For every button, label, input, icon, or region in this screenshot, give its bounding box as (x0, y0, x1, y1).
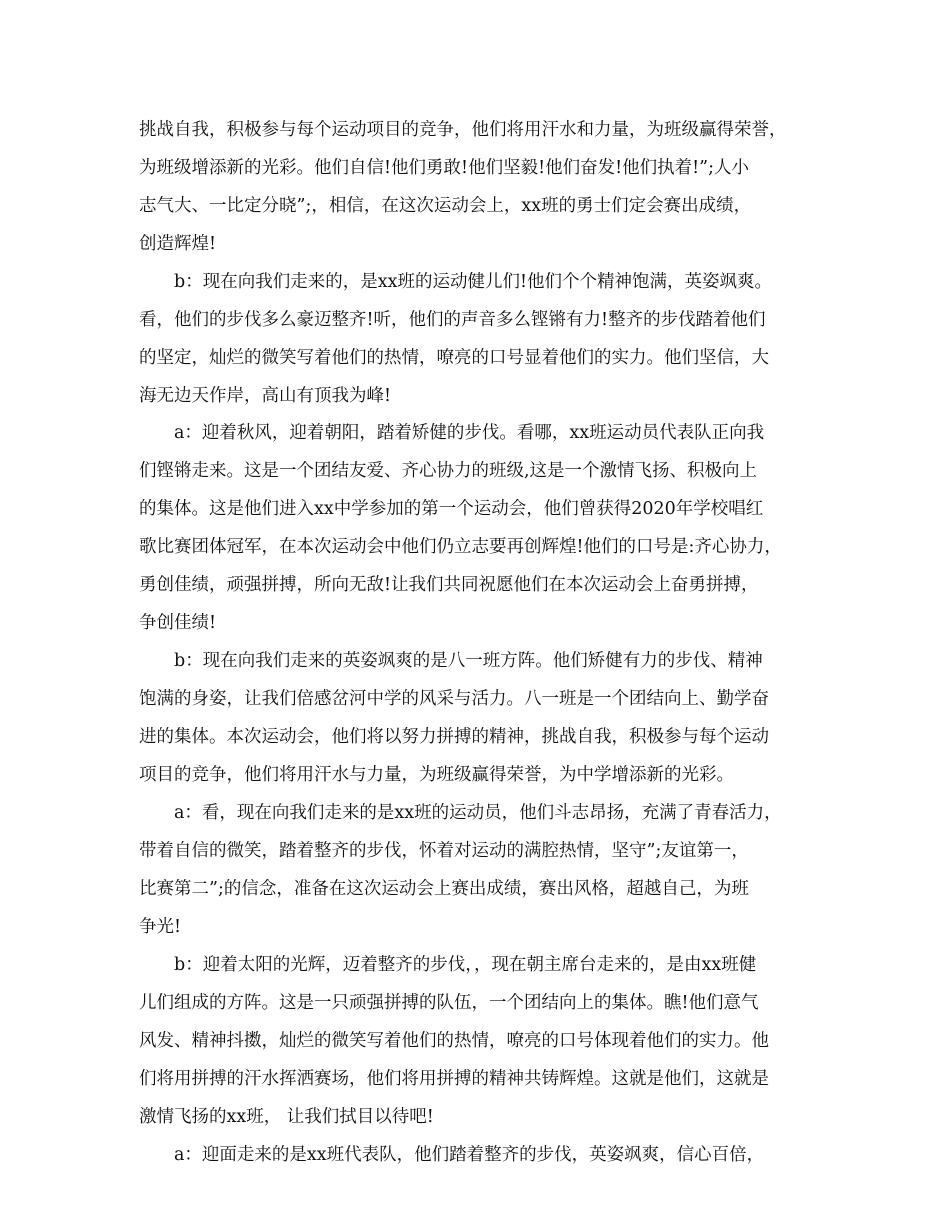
text-line: 们将用拼搏的汗水挥洒赛场，他们将用拼搏的精神共铸辉煌。这就是他们，这就是 (139, 1069, 769, 1089)
text-line: 看，他们的步伐多么豪迈整齐!听，他们的声音多么铿锵有力!整齐的步伐踏着他们 (139, 310, 766, 330)
text-line: 挑战自我，积极参与每个运动项目的竞争，他们将用汗水和力量，为班级赢得荣誉， (139, 120, 787, 140)
text-line: 争创佳绩! (139, 613, 217, 633)
text-line: 项目的竞争，他们将用汗水与力量，为班级赢得荣誉，为中学增添新的光彩。 (139, 765, 734, 785)
text-line: 风发、精神抖擞，灿烂的微笑写着他们的热情，嘹亮的口号体现着他们的实力。他 (139, 1031, 769, 1051)
text-line: b：迎着太阳的光辉，迈着整齐的步伐，，现在朝主席台走来的，是由xx班健 (174, 955, 757, 975)
text-line: 为班级增添新的光彩。他们自信!他们勇敢!他们坚毅!他们奋发!他们执着!”;人小 (139, 158, 750, 178)
text-line: 激情飞扬的xx班， 让我们拭目以待吧! (139, 1107, 434, 1127)
text-line: 们铿锵走来。这是一个团结友爱、齐心协力的班级,这是一个激情飞扬、积极向上 (139, 461, 758, 481)
text-line: 比赛第二”;的信念，准备在这次运动会上赛出成绩，赛出风格，超越自己，为班 (139, 879, 749, 899)
text-line: a：迎面走来的是xx班代表队，他们踏着整齐的步伐，英姿飒爽，信心百倍， (174, 1145, 765, 1165)
text-line: 进的集体。本次运动会，他们将以努力拼搏的精神，挑战自我，积极参与每个运动 (139, 727, 769, 747)
text-line: 歌比赛团体冠军，在本次运动会中他们仍立志要再创辉煌!他们的口号是:齐心协力， (139, 537, 782, 557)
text-line: b：现在向我们走来的，是xx班的运动健儿们!他们个个精神饱满，英姿飒爽。 (174, 272, 772, 292)
text-line: 的坚定，灿烂的微笑写着他们的热情，嘹亮的口号显着他们的实力。他们坚信，大 (139, 348, 769, 368)
text-line: 志气大、一比定分晓”;，相信，在这次运动会上，xx班的勇士们定会赛出成绩， (139, 196, 752, 216)
text-line: 的集体。这是他们进入xx中学参加的第一个运动会，他们曾获得2020年学校唱红 (139, 499, 764, 519)
text-line: 勇创佳绩，顽强拼搏，所向无敌!让我们共同祝愿他们在本次运动会上奋勇拼搏， (139, 575, 759, 595)
text-line: 带着自信的微笑，踏着整齐的步伐，怀着对运动的满腔热情，坚守”;友谊第一， (139, 841, 749, 861)
text-line: 争光! (139, 917, 182, 937)
text-line: a：迎着秋风，迎着朝阳，踏着矫健的步伐。看哪，xx班运动员代表队正向我 (174, 423, 765, 443)
text-line: 创造辉煌! (139, 234, 217, 254)
text-line: 儿们组成的方阵。这是一只顽强拼搏的队伍，一个团结向上的集体。瞧!他们意气 (139, 993, 759, 1013)
text-line: 海无边天作岸，高山有顶我为峰! (139, 386, 392, 406)
text-line: b：现在向我们走来的英姿飒爽的是八一班方阵。他们矫健有力的步伐、精神 (174, 651, 763, 671)
text-line: a：看，现在向我们走来的是xx班的运动员，他们斗志昂扬，充满了青春活力， (174, 803, 782, 823)
text-line: 饱满的身姿，让我们倍感岔河中学的风采与活力。八一班是一个团结向上、勤学奋 (139, 689, 769, 709)
